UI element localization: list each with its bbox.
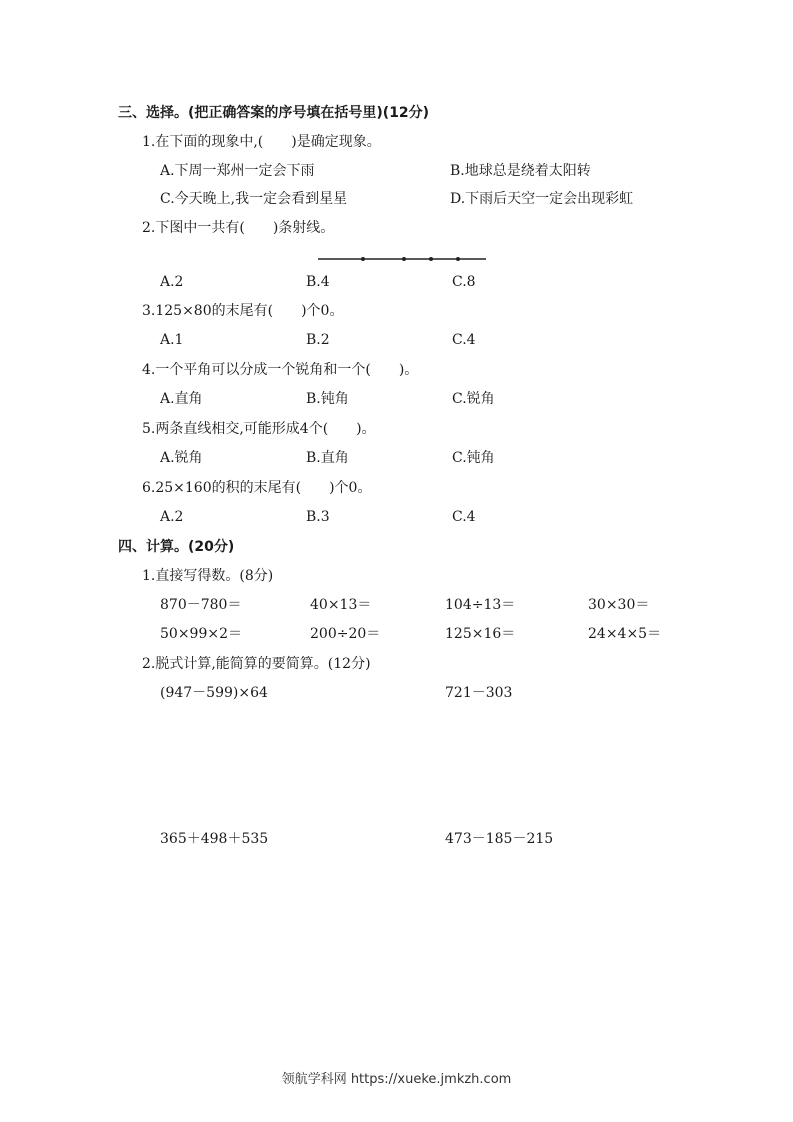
q6-option-c: C.4: [452, 509, 476, 525]
mental-calc-5: 50×99×2＝: [160, 626, 242, 642]
q4-stem: 4.一个平角可以分成一个锐角和一个( )。: [142, 362, 419, 378]
q6-option-a: A.2: [160, 509, 184, 525]
q6-stem: 6.25×160的积的末尾有( )个0。: [142, 480, 372, 496]
mental-calc-6: 200÷20＝: [310, 626, 381, 642]
stepwise-calc-1: (947－599)×64: [160, 685, 268, 701]
part1-title: 1.直接写得数。(8分): [142, 568, 274, 584]
section-3-title: 三、选择。(把正确答案的序号填在括号里)(12分): [118, 105, 430, 121]
q3-option-a: A.1: [160, 332, 184, 348]
q1-option-c: C.今天晚上,我一定会看到星星: [160, 191, 348, 207]
q1-option-a: A.下周一郑州一定会下雨: [160, 163, 315, 179]
q6-option-b: B.3: [306, 509, 330, 525]
q3-option-c: C.4: [452, 332, 476, 348]
mental-calc-3: 104÷13＝: [445, 597, 516, 613]
mental-calc-8: 24×4×5＝: [588, 626, 662, 642]
q5-option-b: B.直角: [306, 450, 349, 466]
q2-option-a: A.2: [160, 274, 184, 290]
mental-calc-7: 125×16＝: [445, 626, 516, 642]
footer-watermark: 领航学科网 https://xueke.jmkzh.com: [281, 1072, 512, 1087]
q2-option-b: B.4: [306, 274, 330, 290]
mental-calc-1: 870－780＝: [160, 597, 242, 613]
q3-stem: 3.125×80的末尾有( )个0。: [142, 303, 344, 319]
mental-calc-2: 40×13＝: [310, 597, 372, 613]
q4-option-a: A.直角: [160, 391, 203, 407]
q1-stem: 1.在下面的现象中,( )是确定现象。: [142, 134, 381, 150]
q1-option-b: B.地球总是绕着太阳转: [450, 163, 591, 179]
mental-calc-4: 30×30＝: [588, 597, 650, 613]
q4-option-b: B.钝角: [306, 391, 349, 407]
q4-option-c: C.锐角: [452, 391, 495, 407]
q3-option-b: B.2: [306, 332, 330, 348]
q5-option-a: A.锐角: [160, 450, 203, 466]
part2-title: 2.脱式计算,能简算的要简算。(12分): [142, 656, 371, 672]
q2-option-c: C.8: [452, 274, 476, 290]
q1-option-d: D.下雨后天空一定会出现彩虹: [450, 191, 634, 207]
ray-line-figure: [318, 252, 488, 266]
q5-stem: 5.两条直线相交,可能形成4个( )。: [142, 421, 376, 437]
stepwise-calc-3: 365＋498＋535: [160, 831, 269, 847]
q2-stem: 2.下图中一共有( )条射线。: [142, 220, 335, 236]
q5-option-c: C.钝角: [452, 450, 495, 466]
stepwise-calc-2: 721－303: [445, 685, 513, 701]
stepwise-calc-4: 473－185－215: [445, 831, 554, 847]
section-4-title: 四、计算。(20分): [118, 539, 235, 555]
